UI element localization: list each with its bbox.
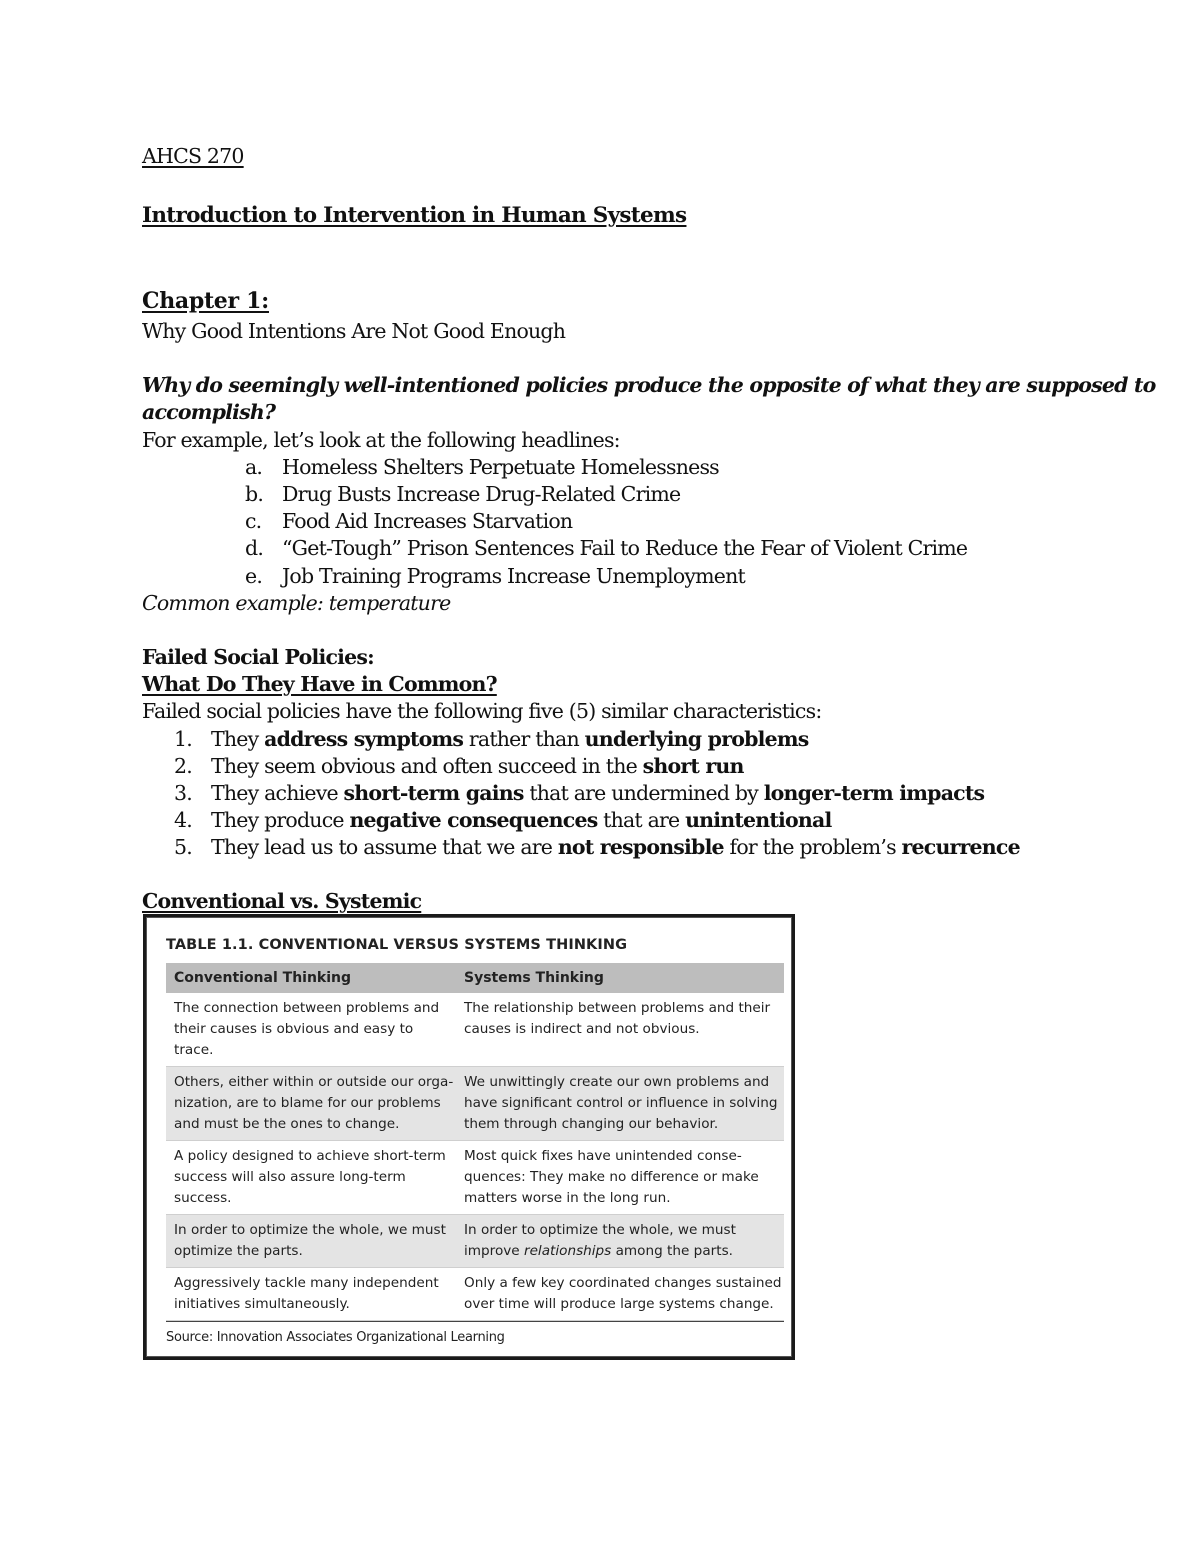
failed-subheading: What Do They Have in Common? <box>142 672 497 696</box>
cell-conventional: The connection between problems and their causes is obvious and easy to trace. <box>174 1000 440 1058</box>
table-row <box>166 1067 784 1141</box>
question-line-2: accomplish? <box>142 400 276 424</box>
table-row <box>166 993 784 1067</box>
comparison-table <box>166 937 784 1345</box>
cell-systems: Only a few key coordinated changes sustained over time will produce large systems change. <box>464 1275 782 1312</box>
example-intro: For example, let’s look at the following headlines: <box>142 428 620 452</box>
cell-systems: The relationship between problems and their causes is indirect and not obvious. <box>464 1000 771 1037</box>
table-title: TABLE 1.1. CONVENTIONAL VERSUS SYSTEMS THINKING <box>166 937 628 953</box>
cell-systems: In order to optimize the whole, we must improve relationships among the parts. <box>464 1222 736 1259</box>
cell-conventional: Aggressively tackle many independent initiatives simultaneously. <box>174 1275 439 1312</box>
course-code: AHCS 270 <box>142 144 244 168</box>
conventional-heading: Conventional vs. Systemic <box>142 889 422 913</box>
header-conventional: Conventional Thinking <box>174 970 352 986</box>
header-systems: Systems Thinking <box>464 970 604 986</box>
cell-systems: Most quick fixes have unintended conse- quences: They make no difference or make matters worse in the long run. <box>464 1148 759 1206</box>
cell-conventional: A policy designed to achieve short-term success will also assure long-term success. <box>174 1148 446 1206</box>
question-line-1: Why do seemingly well-intentioned policies produce the opposite of what they are supposed to <box>142 373 1156 397</box>
cell-systems: We unwittingly create our own problems and have significant control or influence in solving them through changing our behavior. <box>464 1074 778 1132</box>
failed-intro: Failed social policies have the following five (5) similar characteristics: <box>142 699 822 723</box>
failed-heading: Failed Social Policies: <box>142 645 374 669</box>
chapter-subtitle: Why Good Intentions Are Not Good Enough <box>142 319 566 343</box>
cell-conventional: In order to optimize the whole, we must optimize the parts. <box>174 1222 446 1259</box>
table-image <box>143 914 795 1360</box>
table-source: Source: Innovation Associates Organizational Learning <box>166 1330 505 1345</box>
table-header <box>166 963 784 993</box>
chapter-label: Chapter 1: <box>142 288 269 314</box>
table-bottom-rule <box>166 1321 784 1322</box>
cell-conventional: Others, either within or outside our orga- nization, are to blame for our problems and must be the ones to change. <box>174 1074 454 1132</box>
common-example: Common example: temperature <box>142 591 451 615</box>
table-row <box>166 1141 784 1215</box>
table-row <box>166 1215 784 1268</box>
course-title: Introduction to Intervention in Human Systems <box>142 203 687 228</box>
document-page: AHCS 270 Introduction to Intervention in Human Systems Chapter 1: Why Good Intentions Are Not Good Enough Why do seemingly well-intentioned policies produce the opposite of what they are supposed to accomplish? For example, let’s look at the following headlines: a. Homeless Shelters Perpetuate Homelessness b. Drug Busts Increase Drug-Related Crime c. Food Aid Increases Starvation d. “Get-Tough” Prison Sentences Fail to Reduce the Fear of Violent Crime e. Job Training Programs Increase Unemployment Common example: temperature Failed Social Policies: What Do They Have in Common? Failed social policies have the following five (5) similar characteristics: 1. They address symptoms rather than underlying problems 2. They seem obvious and often succeed in the short run 3. They achieve short-term gains that are undermined by longer-term impacts 4. They produce negative consequences that are unintentional 5. They lead us to assume that we are not responsible for the problem’s recurrence Conventional vs. Systemic TABLE 1.1. CONVENTIONAL VERSUS SYSTEMS THINKING Conventional Thinking Systems Thinking The connection between problems and their causes is obvious and easy to trace. The relationship between problems and their causes is indirect and not obvious. Others, either within or outside our orga- nization, are to blame for our problems and must be the ones to change. We unwittingly create our own problems and have significant control or influence in solving them through changing our behavior. A policy designed to achieve short-term success will also assure long-term success. Most quick fixes have unintended conse- quences: They make no difference or make matters worse in the long run. In order to optimize the whole, we must optimize the parts. In order to optimize the whole, we must improve relationships among the parts. Aggressively tackle many independent initiatives simultaneously. Only a few key coordinated changes sustained over time will produce large systems change. Source: Innovation Associates Organizational Learning <box>0 0 1200 1553</box>
table-row <box>166 1268 784 1321</box>
